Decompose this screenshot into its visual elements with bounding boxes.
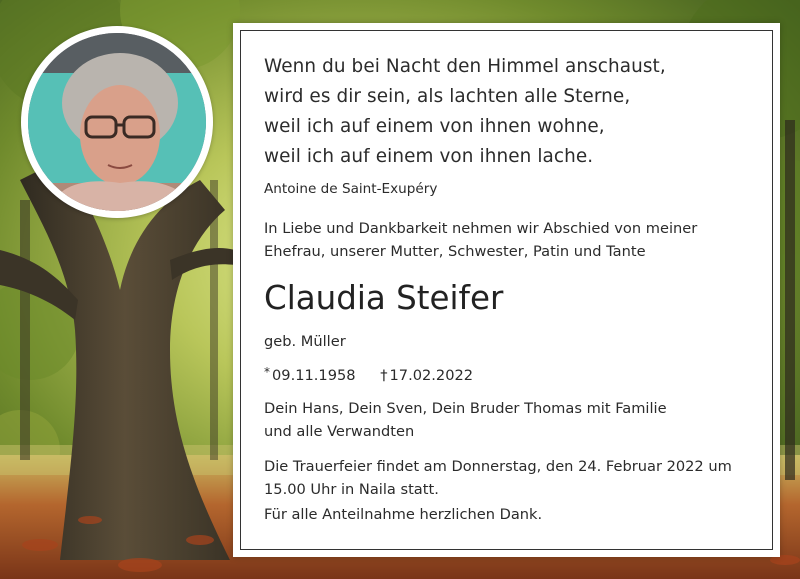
poem-line: Wenn du bei Nacht den Himmel anschaust, <box>264 56 666 77</box>
poem-line: weil ich auf einem von ihnen wohne, <box>264 116 605 137</box>
service-line: 15.00 Uhr in Naila statt. <box>264 480 439 498</box>
death-date: 17.02.2022 <box>389 367 474 384</box>
birth-date: 09.11.1958 <box>272 367 356 384</box>
family-line: Dein Hans, Dein Sven, Dein Bruder Thomas mit Familie <box>264 400 667 417</box>
poem <box>264 52 666 172</box>
birth-name: geb. Müller <box>264 333 346 350</box>
poem-line: wird es dir sein, als lachten alle Sterne, <box>264 86 631 107</box>
thanks-text: Für alle Anteilnahme herzlichen Dank. <box>264 506 543 523</box>
poem-author: Antoine de Saint-Exupéry <box>264 181 438 197</box>
service-line: Die Trauerfeier findet am Donnerstag, den 24. Februar 2022 um <box>264 458 732 475</box>
funeral-service-info <box>264 456 732 501</box>
life-dates <box>264 365 473 384</box>
family-signature <box>264 398 667 443</box>
death-symbol: † <box>380 367 388 384</box>
intro-text <box>264 218 697 263</box>
family-line: und alle Verwandten <box>264 422 415 440</box>
obituary-card <box>233 23 780 557</box>
portrait-photo <box>28 33 206 211</box>
intro-line: In Liebe und Dankbarkeit nehmen wir Abschied von meiner <box>264 220 698 237</box>
poem-line: weil ich auf einem von ihnen lache. <box>264 146 594 167</box>
portrait-photo-frame <box>21 26 213 218</box>
deceased-name: Claudia Steifer <box>264 279 504 317</box>
intro-line: Ehefrau, unserer Mutter, Schwester, Patin und Tante <box>264 242 646 260</box>
birth-symbol: * <box>264 365 270 379</box>
